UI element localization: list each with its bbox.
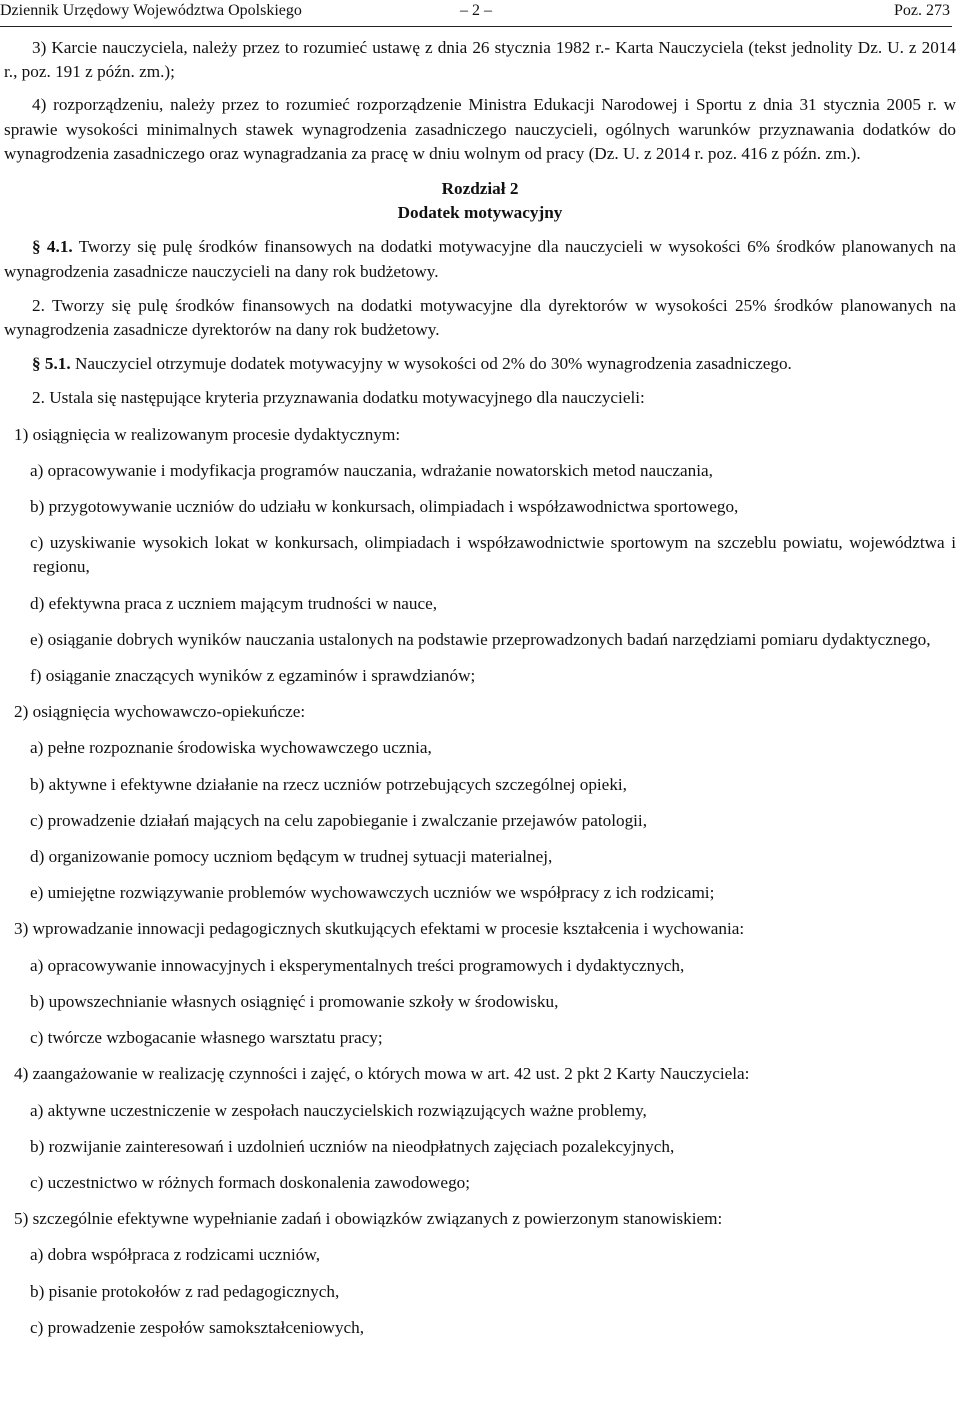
page-header xyxy=(0,0,952,27)
section-4-number: § 4. xyxy=(32,237,60,257)
criterion-subitem: a) aktywne uczestniczenie w zespołach nauczycielskich rozwiązujących ważne problemy, xyxy=(30,1100,647,1120)
criterion-subitem: e) umiejętne rozwiązywanie problemów wychowawczych uczniów we współpracy z ich rodzicami; xyxy=(30,883,715,903)
criterion-subitem: b) aktywne i efektywne działanie na rzecz uczniów potrzebujących szczególnej opieki, xyxy=(30,774,627,794)
journal-title: Dziennik Urzędowy Województwa Opolskiego xyxy=(0,2,302,19)
page-number: – 2 – xyxy=(460,2,492,19)
document-body xyxy=(4,36,956,1340)
criterion-subitem: b) pisanie protokołów z rad pedagogicznych, xyxy=(30,1281,340,1301)
criterion-subitem: f) osiąganie znaczących wyników z egzaminów i sprawdzianów; xyxy=(30,666,476,686)
definition-item-3: 3) Karcie nauczyciela, należy przez to rozumieć ustawę z dnia 26 stycznia 1982 r.- Karta Nauczyciela (tekst jednolity Dz. U. z 2014 r., poz. 191 z późn. zm.); xyxy=(4,38,956,82)
section-4-p1-number: 1. xyxy=(59,237,73,257)
criterion-subitem: c) prowadzenie zespołów samokształceniowych, xyxy=(30,1317,365,1337)
criterion-group: 1) osiągnięcia w realizowanym procesie dydaktycznym: xyxy=(14,424,401,444)
criteria-list xyxy=(4,423,956,1340)
chapter-number: Rozdział 2 xyxy=(441,179,519,199)
criterion-subitem: c) prowadzenie działań mających na celu zapobieganie i zwalczanie przejawów patologii, xyxy=(30,810,648,830)
definition-item-4: 4) rozporządzeniu, należy przez to rozumieć rozporządzenie Ministra Edukacji Narodowej i Sportu z dnia 31 stycznia 2005 r. w sprawie wysokości minimalnych stawek wynagrodzenia zasadniczego nauczycieli, ogólnych warunków przyznawania dodatków do wynagrodzenia zasadniczego oraz wynagradzania za pracę w dniu wolnym od pracy (Dz. U. z 2014 r. poz. 416 z późn. zm.). xyxy=(4,95,956,163)
section-5-p1-text: Nauczyciel otrzymuje dodatek motywacyjny w wysokości od 2% do 30% wynagrodzenia zasadniczego. xyxy=(70,354,792,374)
criterion-group: 3) wprowadzanie innowacji pedagogicznych skutkujących efektami w procesie kształcenia i wychowania: xyxy=(14,919,745,939)
position-number: Poz. 273 xyxy=(894,2,950,19)
criterion-subitem: d) organizowanie pomocy uczniom będącym w trudnej sytuacji materialnej, xyxy=(30,847,553,867)
criterion-subitem: c) twórcze wzbogacanie własnego warsztatu pracy; xyxy=(30,1028,383,1048)
section-4-p1-text: Tworzy się pulę środków finansowych na dodatki motywacyjne dla nauczycieli w wysokości 6% środków planowanych na wynagrodzenia zasadnicze nauczycieli na dany rok budżetowy. xyxy=(4,237,957,281)
criterion-subitem: c) uczestnictwo w różnych formach doskonalenia zawodowego; xyxy=(30,1172,471,1192)
criterion-subitem: b) przygotowywanie uczniów do udziału w konkursach, olimpiadach i współzawodnictwa sportowego, xyxy=(30,497,739,517)
section-5-number: § 5. xyxy=(32,354,58,374)
criterion-subitem: a) pełne rozpoznanie środowiska wychowawczego ucznia, xyxy=(30,738,432,758)
chapter-title: Dodatek motywacyjny xyxy=(397,203,563,223)
criterion-subitem: e) osiąganie dobrych wyników nauczania ustalonych na podstawie przeprowadzonych badań narzędziami pomiaru dydaktycznego, xyxy=(30,629,931,649)
criterion-subitem: d) efektywna praca z uczniem mającym trudności w nauce, xyxy=(30,593,438,613)
section-4-paragraph-1 xyxy=(4,235,956,283)
criterion-subitem: a) dobra współpraca z rodzicami uczniów, xyxy=(30,1245,320,1265)
criterion-subitem: b) rozwijanie zainteresowań i uzdolnień uczniów na nieodpłatnych zajęciach pozalekcyjnych, xyxy=(30,1136,675,1156)
criterion-group: 5) szczególnie efektywne wypełnianie zadań i obowiązków związanych z powierzonym stanowiskiem: xyxy=(14,1209,723,1229)
section-5-paragraph-2: 2. Ustala się następujące kryteria przyznawania dodatku motywacyjnego dla nauczycieli: xyxy=(32,388,645,408)
criterion-subitem: a) opracowywanie innowacyjnych i eksperymentalnych treści programowych i dydaktycznych, xyxy=(30,955,685,975)
criterion-subitem: a) opracowywanie i modyfikacja programów nauczania, wdrażanie nowatorskich metod nauczania, xyxy=(30,460,713,480)
criterion-group: 2) osiągnięcia wychowawczo-opiekuńcze: xyxy=(14,702,306,722)
criterion-subitem: b) upowszechnianie własnych osiągnięć i promowanie szkoły w środowisku, xyxy=(30,991,559,1011)
section-4-paragraph-2: 2. Tworzy się pulę środków finansowych na dodatki motywacyjne dla dyrektorów w wysokości 25% środków planowanych na wynagrodzenia zasadnicze dyrektorów na dany rok budżetowy. xyxy=(4,295,956,340)
section-5-p1-number: 1. xyxy=(57,354,71,374)
section-5-paragraph-1 xyxy=(4,352,956,376)
criterion-group: 4) zaangażowanie w realizację czynności i zajęć, o których mowa w art. 42 ust. 2 pkt 2 Karty Nauczyciela: xyxy=(14,1064,750,1084)
criterion-subitem: c) uzyskiwanie wysokich lokat w konkursach, olimpiadach i współzawodnictwie sportowym na szczeblu powiatu, województwa i regionu, xyxy=(30,533,956,577)
